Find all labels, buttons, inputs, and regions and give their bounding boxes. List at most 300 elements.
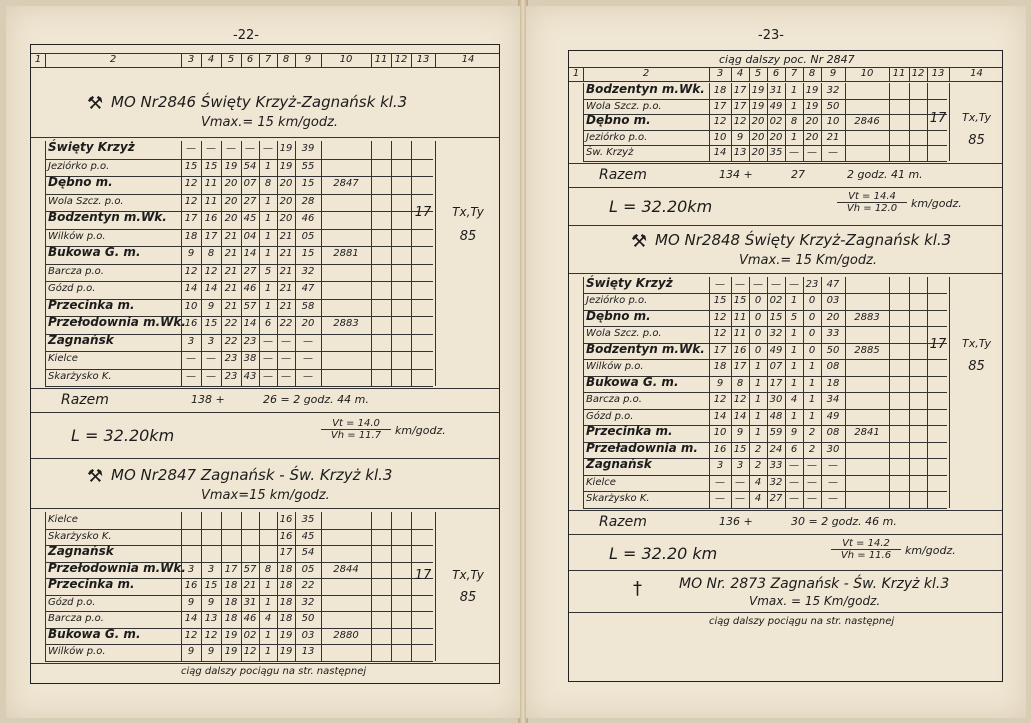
column-line: [803, 83, 804, 161]
timetable-cell: 43: [243, 370, 257, 382]
timetable-cell: 1: [790, 295, 798, 306]
station-name: Gózd p.o.: [586, 410, 634, 422]
header-column-line: [749, 67, 750, 81]
timetable-cell: —: [206, 143, 216, 154]
timetable-cell: 20: [751, 116, 765, 127]
timetable-cell: 05: [301, 230, 315, 242]
timetable-cell: 10: [184, 300, 198, 312]
right-page: [526, 6, 1026, 718]
timetable-cell: 17: [769, 377, 783, 389]
timetable-cell: 38: [243, 353, 257, 364]
column-line: [845, 277, 846, 508]
column-13-value: 17: [414, 568, 432, 583]
timetable-cell: 46: [301, 213, 315, 224]
timetable-cell: 1: [790, 131, 798, 143]
timetable-cell: 14: [243, 248, 257, 259]
timetable-cell: 1: [754, 427, 762, 438]
station-name: Dębno m.: [586, 113, 651, 127]
timetable-cell: 1: [754, 377, 762, 389]
timetable-cell: 21: [279, 300, 293, 312]
column-header: 4: [207, 54, 215, 65]
timetable-cell: 17: [733, 85, 747, 96]
timetable-cell: 20: [805, 131, 819, 143]
station-name: Skarżysko K.: [586, 493, 650, 504]
header-column-line: [241, 53, 242, 67]
timetable-cell: 9: [187, 646, 195, 657]
column-line: [889, 277, 890, 508]
timetable-cell: —: [828, 493, 838, 504]
timetable-cell: 12: [713, 328, 727, 339]
timetable-cell: —: [715, 493, 725, 504]
column-header: 1: [34, 54, 42, 65]
timetable-cell: —: [715, 476, 725, 488]
column-line: [889, 83, 890, 161]
timetable-cell: 1: [264, 629, 272, 641]
timetable-cell: 17: [713, 100, 727, 112]
timetable-cell: 8: [207, 248, 215, 259]
timetable-cell: —: [807, 493, 817, 504]
speed-vt: Vt = 14.2: [842, 537, 890, 549]
column-line: [767, 83, 768, 161]
column-header: 3: [716, 68, 724, 79]
timetable-cell: 2847: [333, 178, 359, 189]
station-name: Wola Szcz. p.o.: [48, 195, 124, 207]
header-rule: [31, 67, 499, 68]
column-line: [845, 83, 846, 161]
header-column-line: [259, 53, 260, 67]
timetable-cell: —: [263, 353, 273, 364]
station-name: Św. Krzyż: [586, 147, 634, 158]
train-title: MO Nr2848 Święty Krzyż-Zagnańsk kl.3: [655, 230, 952, 249]
timetable-cell: 46: [243, 283, 257, 294]
header-column-line: [909, 67, 910, 81]
station-name: Jeziórko p.o.: [48, 160, 110, 172]
timetable-cell: 15: [204, 160, 218, 172]
timetable-cell: 15: [713, 295, 727, 306]
timetable-cell: 3: [716, 460, 724, 471]
header-column-line: [731, 67, 732, 81]
timetable-cell: 17: [713, 344, 727, 356]
header-column-line: [767, 67, 768, 81]
station-name: Barcza p.o.: [586, 394, 642, 405]
column-header: 11: [374, 54, 388, 65]
timetable-cell: 18: [184, 230, 198, 242]
column-line: [277, 512, 278, 661]
row-rule: [45, 229, 433, 230]
timetable-cell: 1: [264, 213, 272, 224]
timetable-cell: 16: [184, 580, 198, 591]
timetable-cell: 5: [790, 311, 798, 323]
section-rule: [31, 508, 499, 509]
timetable-cell: 19: [751, 85, 765, 96]
total-value: 26 = 2 godz. 44 m.: [263, 393, 369, 406]
column-14-value: 85: [968, 133, 985, 148]
station-name: Zagnańsk: [48, 544, 114, 558]
timetable-cell: 07: [243, 178, 257, 189]
section-rule: [569, 187, 1002, 188]
row-rule: [45, 644, 433, 645]
timetable-cell: 13: [733, 147, 747, 158]
column-header: 8: [282, 54, 290, 65]
station-name: Bukowa G. m.: [48, 245, 141, 259]
column-line: [241, 512, 242, 661]
column-line: [391, 512, 392, 661]
row-rule: [583, 326, 947, 327]
timetable-cell: 07: [769, 361, 783, 372]
timetable-cell: 32: [826, 85, 840, 96]
row-rule: [45, 281, 433, 282]
timetable-cell: 9: [187, 248, 195, 259]
timetable-cell: —: [789, 460, 799, 471]
column-header: 2: [642, 68, 650, 79]
column-line: [411, 141, 412, 386]
station-name: Przełodownia m.Wk.: [48, 315, 186, 329]
timetable-cell: 0: [754, 344, 762, 356]
timetable-cell: 19: [224, 629, 238, 641]
timetable-cell: 04: [243, 230, 257, 242]
timetable-cell: 20: [751, 131, 765, 143]
timetable-cell: 21: [224, 230, 238, 242]
row-rule: [45, 159, 433, 160]
timetable-cell: 21: [826, 131, 840, 143]
timetable-cell: 2841: [854, 427, 880, 438]
timetable-cell: 20: [279, 213, 293, 224]
timetable-cell: 1: [264, 248, 272, 259]
timetable-cell: 12: [243, 646, 257, 657]
timetable-cell: 13: [204, 613, 218, 624]
continuation-note: ciąg dalszy pociągu na str. następnej: [181, 665, 367, 677]
station-name: Kielce: [48, 353, 78, 364]
timetable-cell: 57: [243, 563, 257, 575]
column-header: 1: [572, 68, 580, 79]
timetable-cell: 54: [301, 547, 315, 558]
vmax-label: Vmax. = 15 Km/godz.: [749, 593, 881, 608]
column-line: [709, 277, 710, 508]
column-line: [411, 512, 412, 661]
section-rule: [569, 570, 1002, 571]
timetable-cell: 23: [805, 278, 819, 290]
timetable-cell: 19: [279, 160, 293, 172]
timetable-cell: 08: [826, 361, 840, 372]
column-header: 14: [461, 54, 475, 65]
column-header: 12: [394, 54, 408, 65]
row-rule: [45, 611, 433, 612]
timetable-cell: 12: [713, 394, 727, 405]
timetable-cell: 20: [224, 178, 238, 189]
timetable-cell: 48: [769, 410, 783, 422]
column-header: 10: [339, 54, 353, 65]
timetable-cell: 1: [808, 377, 816, 389]
speed-fraction: [837, 191, 907, 214]
timetable-cell: 0: [808, 295, 816, 306]
header-column-line: [949, 67, 950, 81]
timetable-cell: 02: [243, 629, 257, 641]
timetable-cell: 15: [301, 248, 315, 259]
timetable-cell: 32: [769, 476, 783, 488]
timetable-cell: 14: [243, 318, 257, 329]
timetable-cell: 50: [826, 100, 840, 112]
section-rule: [31, 388, 499, 389]
timetable-cell: 23: [224, 353, 238, 364]
header-column-line: [295, 53, 296, 67]
column-header: 12: [911, 68, 925, 79]
section-rule: [569, 273, 1002, 274]
hammer-icon: ⚒: [87, 93, 104, 114]
column-header: 2: [109, 54, 117, 65]
timetable-cell: 12: [204, 629, 218, 641]
column-line: [583, 277, 584, 508]
timetable-cell: 9: [207, 596, 215, 608]
timetable-cell: 20: [826, 311, 840, 323]
timetable-cell: 12: [184, 178, 198, 189]
timetable-cell: 12: [733, 116, 747, 127]
header-column-line: [845, 67, 846, 81]
timetable-cell: 19: [279, 143, 293, 154]
speed-vh: Vh = 11.7: [321, 429, 391, 441]
timetable-cell: —: [828, 476, 838, 488]
total-label: Razem: [599, 513, 647, 530]
timetable-cell: —: [281, 353, 291, 364]
timetable-cell: —: [807, 476, 817, 488]
timetable-cell: 15: [769, 311, 783, 323]
column-14-value: Tx,Ty: [452, 205, 484, 219]
timetable-frame: [30, 44, 500, 684]
timetable-cell: 11: [204, 195, 218, 207]
timetable-cell: 12: [184, 265, 198, 277]
timetable-cell: 49: [769, 100, 783, 112]
left-page: [6, 6, 520, 718]
timetable-cell: 35: [769, 147, 783, 158]
station-name: Gózd p.o.: [48, 283, 96, 294]
timetable-cell: 27: [243, 195, 257, 207]
column-header: 5: [227, 54, 235, 65]
timetable-cell: 18: [279, 580, 293, 591]
speed-vh: Vh = 11.6: [831, 549, 901, 561]
column-header: 4: [736, 68, 744, 79]
timetable-cell: 15: [204, 580, 218, 591]
station-name: Skarżysko K.: [48, 370, 112, 382]
timetable-cell: —: [789, 476, 799, 488]
header-column-line: [201, 53, 202, 67]
timetable-cell: 12: [184, 195, 198, 207]
column-14-value: Tx,Ty: [962, 336, 991, 350]
row-rule: [583, 359, 947, 360]
row-rule: [583, 508, 947, 509]
train-title: MO Nr. 2873 Zagnańsk - Św. Krzyż kl.3: [679, 575, 950, 592]
header-column-line: [221, 53, 222, 67]
timetable-cell: 8: [264, 178, 272, 189]
row-rule: [583, 491, 947, 492]
station-name: Wilków p.o.: [48, 230, 106, 242]
timetable-cell: 19: [279, 646, 293, 657]
timetable-cell: 20: [769, 131, 783, 143]
timetable-cell: 31: [769, 85, 783, 96]
timetable-cell: 16: [184, 318, 198, 329]
station-name: Skarżysko K.: [48, 530, 112, 542]
timetable-cell: 34: [826, 394, 840, 405]
timetable-cell: 15: [204, 318, 218, 329]
timetable-cell: 32: [769, 328, 783, 339]
row-rule: [45, 661, 433, 662]
row-rule: [583, 475, 947, 476]
timetable-cell: 2: [808, 443, 816, 455]
station-name: Bodzentyn m.Wk.: [48, 210, 167, 224]
timetable-cell: 18: [224, 613, 238, 624]
timetable-cell: 17: [224, 563, 238, 575]
timetable-cell: 49: [769, 344, 783, 356]
timetable-cell: 0: [754, 311, 762, 323]
station-name: Przecinka m.: [48, 577, 135, 591]
header-column-line: [583, 67, 584, 81]
column-header: 6: [772, 68, 780, 79]
timetable-cell: 08: [826, 427, 840, 438]
section-rule: [31, 663, 499, 664]
timetable-cell: 8: [736, 377, 744, 389]
timetable-cell: 19: [224, 160, 238, 172]
timetable-cell: 2846: [854, 116, 880, 127]
total-value: 27: [791, 167, 805, 181]
timetable-cell: 20: [279, 178, 293, 189]
station-name: Wola Szcz. p.o.: [586, 328, 662, 339]
column-line: [583, 83, 584, 161]
timetable-cell: 17: [184, 213, 198, 224]
timetable-cell: 23: [243, 335, 257, 347]
timetable-cell: 17: [733, 100, 747, 112]
page-number: -23-: [758, 28, 784, 43]
column-header: 14: [970, 68, 983, 79]
timetable-cell: 24: [769, 443, 783, 455]
timetable-cell: 59: [769, 427, 783, 438]
timetable-cell: —: [303, 335, 313, 347]
column-line: [181, 512, 182, 661]
timetable-cell: —: [715, 278, 725, 290]
timetable-cell: —: [753, 278, 763, 290]
header-column-line: [371, 53, 372, 67]
timetable-cell: 27: [243, 265, 257, 277]
total-value: 2 godz. 41 m.: [847, 167, 923, 181]
timetable-cell: 20: [279, 195, 293, 207]
station-name: Przeładownia m.: [586, 440, 698, 455]
column-line: [277, 141, 278, 386]
timetable-cell: 12: [713, 311, 727, 323]
total-label: Razem: [61, 392, 109, 408]
row-rule: [45, 386, 433, 387]
timetable-cell: 1: [264, 580, 272, 591]
timetable-cell: —: [263, 370, 273, 382]
timetable-cell: 55: [301, 160, 315, 172]
column-line: [927, 277, 928, 508]
row-rule: [583, 392, 947, 393]
timetable-cell: —: [828, 147, 838, 158]
timetable-cell: 18: [713, 361, 727, 372]
timetable-cell: 21: [224, 283, 238, 294]
timetable-cell: 4: [264, 613, 272, 624]
column-13-value: 17: [414, 205, 432, 220]
timetable-cell: 15: [184, 160, 198, 172]
timetable-cell: 19: [805, 100, 819, 112]
timetable-cell: 46: [243, 613, 257, 624]
timetable-cell: 1: [808, 361, 816, 372]
timetable-cell: 32: [301, 265, 315, 277]
speed-unit: km/godz.: [395, 424, 446, 437]
timetable-cell: 18: [279, 596, 293, 608]
timetable-cell: 47: [826, 278, 840, 290]
row-rule: [45, 595, 433, 596]
station-name: Barcza p.o.: [48, 265, 104, 277]
timetable-cell: 49: [826, 410, 840, 422]
column-line: [749, 277, 750, 508]
column-line: [749, 83, 750, 161]
header-column-line: [277, 53, 278, 67]
row-rule: [583, 99, 947, 100]
station-name: Przełodownia m.Wk.: [48, 560, 186, 575]
header-column-line: [821, 67, 822, 81]
speed-vh: Vh = 12.0: [837, 202, 907, 214]
column-line: [371, 141, 372, 386]
column-line: [909, 277, 910, 508]
timetable-cell: 3: [207, 563, 215, 575]
column-line: [709, 83, 710, 161]
header-column-line: [45, 53, 46, 67]
timetable-cell: 58: [301, 300, 315, 312]
timetable-cell: 12: [713, 116, 727, 127]
column-line: [241, 141, 242, 386]
row-rule: [583, 145, 947, 146]
timetable-cell: 8: [790, 116, 798, 127]
column-line: [259, 512, 260, 661]
timetable-cell: 21: [279, 230, 293, 242]
hammer-icon: ⚒: [87, 466, 104, 487]
timetable-cell: 1: [790, 85, 798, 96]
timetable-cell: 05: [301, 563, 315, 575]
column-line: [821, 277, 822, 508]
timetable-cell: 2844: [333, 563, 359, 575]
timetable-cell: 16: [713, 443, 727, 455]
timetable-cell: 1: [754, 361, 762, 372]
row-rule: [45, 369, 433, 370]
station-name: Kielce: [48, 514, 78, 525]
header-column-line: [411, 53, 412, 67]
timetable-cell: 1: [790, 344, 798, 356]
timetable-cell: 1: [264, 283, 272, 294]
column-line: [45, 141, 46, 386]
timetable-cell: 2883: [333, 318, 359, 329]
column-line: [221, 512, 222, 661]
timetable-cell: 6: [264, 318, 272, 329]
timetable-cell: 33: [769, 460, 783, 471]
section-rule: [31, 458, 499, 459]
column-line: [767, 277, 768, 508]
section-rule: [569, 163, 1002, 164]
station-name: Dębno m.: [586, 308, 651, 323]
continuation-note: ciąg dalszy pociągu na str. następnej: [709, 615, 895, 627]
timetable-cell: 2: [808, 427, 816, 438]
timetable-cell: 10: [826, 116, 840, 127]
timetable-cell: 21: [224, 265, 238, 277]
timetable-cell: 21: [224, 300, 238, 312]
timetable-cell: 11: [204, 178, 218, 189]
timetable-cell: 19: [224, 646, 238, 657]
length-label: L = 32.20km: [71, 426, 175, 445]
column-line: [321, 141, 322, 386]
station-name: Bukowa G. m.: [48, 626, 141, 641]
timetable-cell: 9: [207, 646, 215, 657]
row-rule: [583, 409, 947, 410]
column-line: [181, 141, 182, 386]
section-rule: [569, 225, 1002, 226]
timetable-cell: —: [789, 493, 799, 504]
timetable-cell: 2881: [333, 248, 359, 259]
